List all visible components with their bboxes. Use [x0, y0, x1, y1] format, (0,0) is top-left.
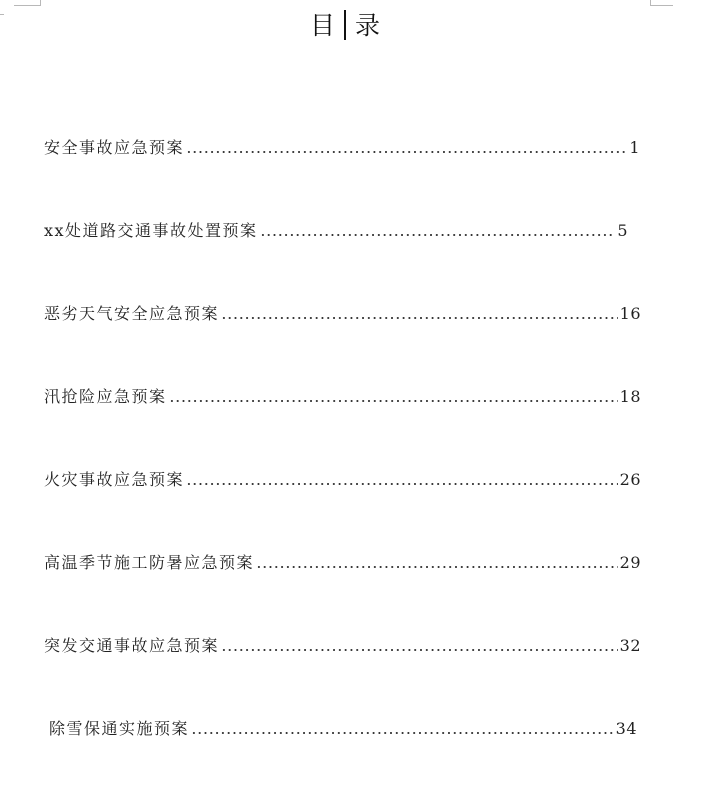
- toc-entry[interactable]: [44, 300, 641, 324]
- toc-entry-page-number: 29: [619, 553, 641, 572]
- toc-dot-leader: [256, 565, 618, 569]
- toc-entry-label: 恶劣天气安全应急预案: [44, 304, 220, 323]
- toc-entry[interactable]: [44, 549, 641, 573]
- toc-dot-leader: [169, 399, 618, 403]
- toc-entry-label: 安全事故应急预案: [44, 138, 185, 157]
- toc-dot-leader: [221, 648, 618, 652]
- toc-entry-page-number: 32: [619, 636, 641, 655]
- toc-entry-label: xx处道路交通事故处置预案: [44, 221, 258, 240]
- toc-entry-label: 高温季节施工防暑应急预案: [44, 553, 255, 572]
- toc-dot-leader: [260, 233, 616, 237]
- toc-dot-leader: [221, 316, 618, 320]
- toc-dot-leader: [186, 482, 618, 486]
- toc-entry-label: 突发交通事故应急预案: [44, 636, 220, 655]
- title-char-1: 目: [309, 11, 335, 40]
- toc-entry-page-number: 5: [617, 221, 628, 240]
- toc-dot-leader: [191, 731, 614, 735]
- toc-entry-page-number: 1: [629, 138, 640, 157]
- toc-entry-label: 除雪保通实施预案: [49, 719, 190, 738]
- title-char-2: 录: [355, 11, 381, 40]
- toc-entry[interactable]: [44, 466, 641, 490]
- toc-dot-leader: [186, 150, 627, 154]
- toc-entry[interactable]: [44, 134, 640, 158]
- toc-entry[interactable]: [44, 632, 641, 656]
- toc-entry[interactable]: [44, 217, 628, 241]
- toc-entry-page-number: 26: [619, 470, 641, 489]
- toc-entry[interactable]: [44, 383, 641, 407]
- toc-entry-label: 汛抢险应急预案: [44, 387, 167, 406]
- toc-entry-label: 火灾事故应急预案: [44, 470, 185, 489]
- toc-entry-page-number: 18: [619, 387, 641, 406]
- toc-entry[interactable]: [49, 715, 637, 739]
- toc-entry-page-number: 16: [619, 304, 641, 323]
- toc-entry-page-number: 34: [615, 719, 637, 738]
